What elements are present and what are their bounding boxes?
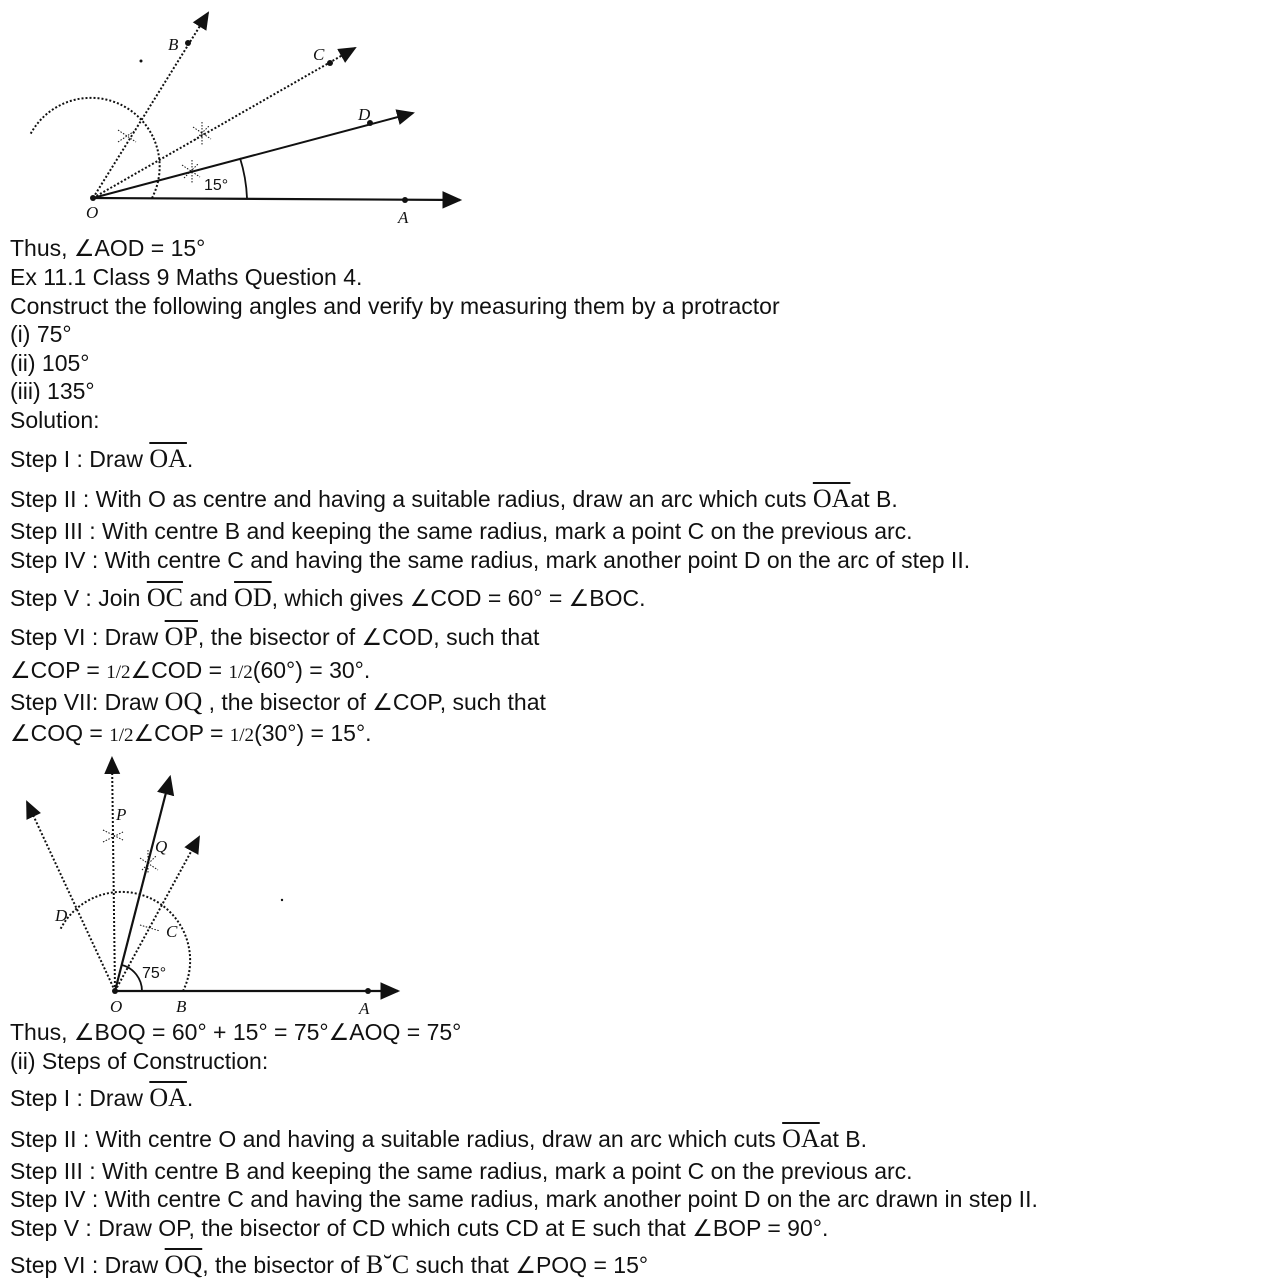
part-ii-heading: (ii) Steps of Construction: <box>10 1048 269 1074</box>
segment-symbol: $\overline{OA}$ <box>149 1083 187 1112</box>
text: such that ∠POQ = 15° <box>409 1252 649 1278</box>
text: . <box>186 446 194 472</box>
text: Step VI : Draw <box>10 1252 165 1278</box>
label-d: D <box>358 105 371 124</box>
text: , the bisector of <box>202 1252 366 1278</box>
text: ∠COD = <box>130 657 229 683</box>
segment-symbol: $\overline{OC}$ <box>146 583 183 612</box>
text: . <box>186 1085 194 1111</box>
text: Step VI : Draw <box>10 624 165 650</box>
fraction: 1/2 <box>109 725 134 746</box>
label-a: A <box>359 999 370 1018</box>
step-7-equation <box>10 720 372 749</box>
step-4: Step IV : With centre C and having the same radius, mark another point D on the arc of step II. <box>10 547 971 573</box>
option-ii: (ii) 105° <box>10 350 90 376</box>
text: Step II : With centre O and having a suitable radius, draw an arc which cuts <box>10 1126 783 1152</box>
segment-symbol: OQ <box>164 687 203 716</box>
part-ii-step-3: Step III : With centre B and keeping the same radius, mark a point C on the previous arc. <box>10 1158 913 1184</box>
part-ii-step-1 <box>10 1085 193 1111</box>
question-title: Ex 11.1 Class 9 Maths Question 4. <box>10 264 363 290</box>
angle-arc <box>240 158 247 198</box>
text: , the bisector of ∠COD, such that <box>197 624 540 650</box>
text: , the bisector of ∠COP, such that <box>202 689 546 715</box>
label-d: D <box>55 906 68 925</box>
angle-arc <box>122 965 142 991</box>
segment-symbol: $\overline{OP}$ <box>164 622 198 651</box>
question-prompt: Construct the following angles and verify by measuring them by a protractor <box>10 293 780 319</box>
label-q: Q <box>155 837 168 856</box>
figure-75-degree-construction <box>0 750 420 1020</box>
text: (60°) = 30°. <box>252 657 371 683</box>
text: and <box>182 585 235 611</box>
text: (30°) = 15°. <box>254 720 372 746</box>
step-3: Step III : With centre B and keeping the same radius, mark a point C on the previous arc. <box>10 518 913 544</box>
label-a: A <box>398 208 409 227</box>
step-6 <box>10 624 539 650</box>
segment-symbol: $\overline{OQ}$ <box>164 1250 203 1279</box>
option-i: (i) 75° <box>10 321 72 347</box>
arc-symbol: B˘C <box>365 1250 410 1279</box>
ray-od <box>93 113 413 198</box>
text: at B. <box>819 1126 868 1152</box>
figure-15-degree-construction <box>0 0 480 232</box>
text: Step II : With O as centre and having a suitable radius, draw an arc which cuts <box>10 486 813 512</box>
step-5 <box>10 585 646 611</box>
part-ii-step-4: Step IV : With centre C and having the same radius, mark another point D on the arc drawn in step II. <box>10 1186 1038 1212</box>
text: Step I : Draw <box>10 446 150 472</box>
construction-arc <box>60 892 190 991</box>
fraction: 1/2 <box>228 662 253 683</box>
segment-symbol: $\overline{OA}$ <box>782 1124 820 1153</box>
label-p: P <box>116 805 127 824</box>
ray-op <box>112 758 115 991</box>
part-ii-step-6 <box>10 1252 648 1278</box>
label-o: O <box>86 203 99 222</box>
construction-arc <box>30 98 160 198</box>
option-iii: (iii) 135° <box>10 378 95 404</box>
text: Step VII: Draw <box>10 689 165 715</box>
text: at B. <box>850 486 898 512</box>
text: , which gives ∠COD = 60° = ∠BOC. <box>271 585 646 611</box>
angle-label: 15° <box>204 177 229 194</box>
text: ∠COP = <box>10 657 107 683</box>
solution-heading: Solution: <box>10 407 100 433</box>
text: ∠COQ = <box>10 720 110 746</box>
label-o: O <box>110 997 123 1016</box>
fraction: 1/2 <box>106 662 131 683</box>
label-b: B <box>176 997 187 1016</box>
result-line: Thus, ∠AOD = 15° <box>10 235 206 261</box>
label-c: C <box>166 922 178 941</box>
part-ii-step-5: Step V : Draw OP, the bisector of CD which cuts CD at E such that ∠BOP = 90°. <box>10 1215 829 1241</box>
label-b: B <box>168 35 179 54</box>
text: ∠COP = <box>133 720 230 746</box>
label-c: C <box>313 45 325 64</box>
step-1 <box>10 446 193 472</box>
ray-od <box>27 802 115 991</box>
segment-symbol: $\overline{OA}$ <box>149 444 187 473</box>
step-2 <box>10 486 898 512</box>
step-7 <box>10 689 546 715</box>
segment-symbol: $\overline{OD}$ <box>234 583 272 612</box>
part-ii-step-2 <box>10 1126 867 1152</box>
ray-oc <box>93 48 355 198</box>
result-line-2: Thus, ∠BOQ = 60° + 15° = 75°∠AOQ = 75° <box>10 1019 462 1045</box>
text: Step I : Draw <box>10 1085 150 1111</box>
text: Step V : Join <box>10 585 147 611</box>
step-6-equation <box>10 657 370 686</box>
fraction: 1/2 <box>229 725 255 746</box>
angle-label: 75° <box>142 965 167 982</box>
segment-symbol: $\overline{OA}$ <box>812 484 851 513</box>
